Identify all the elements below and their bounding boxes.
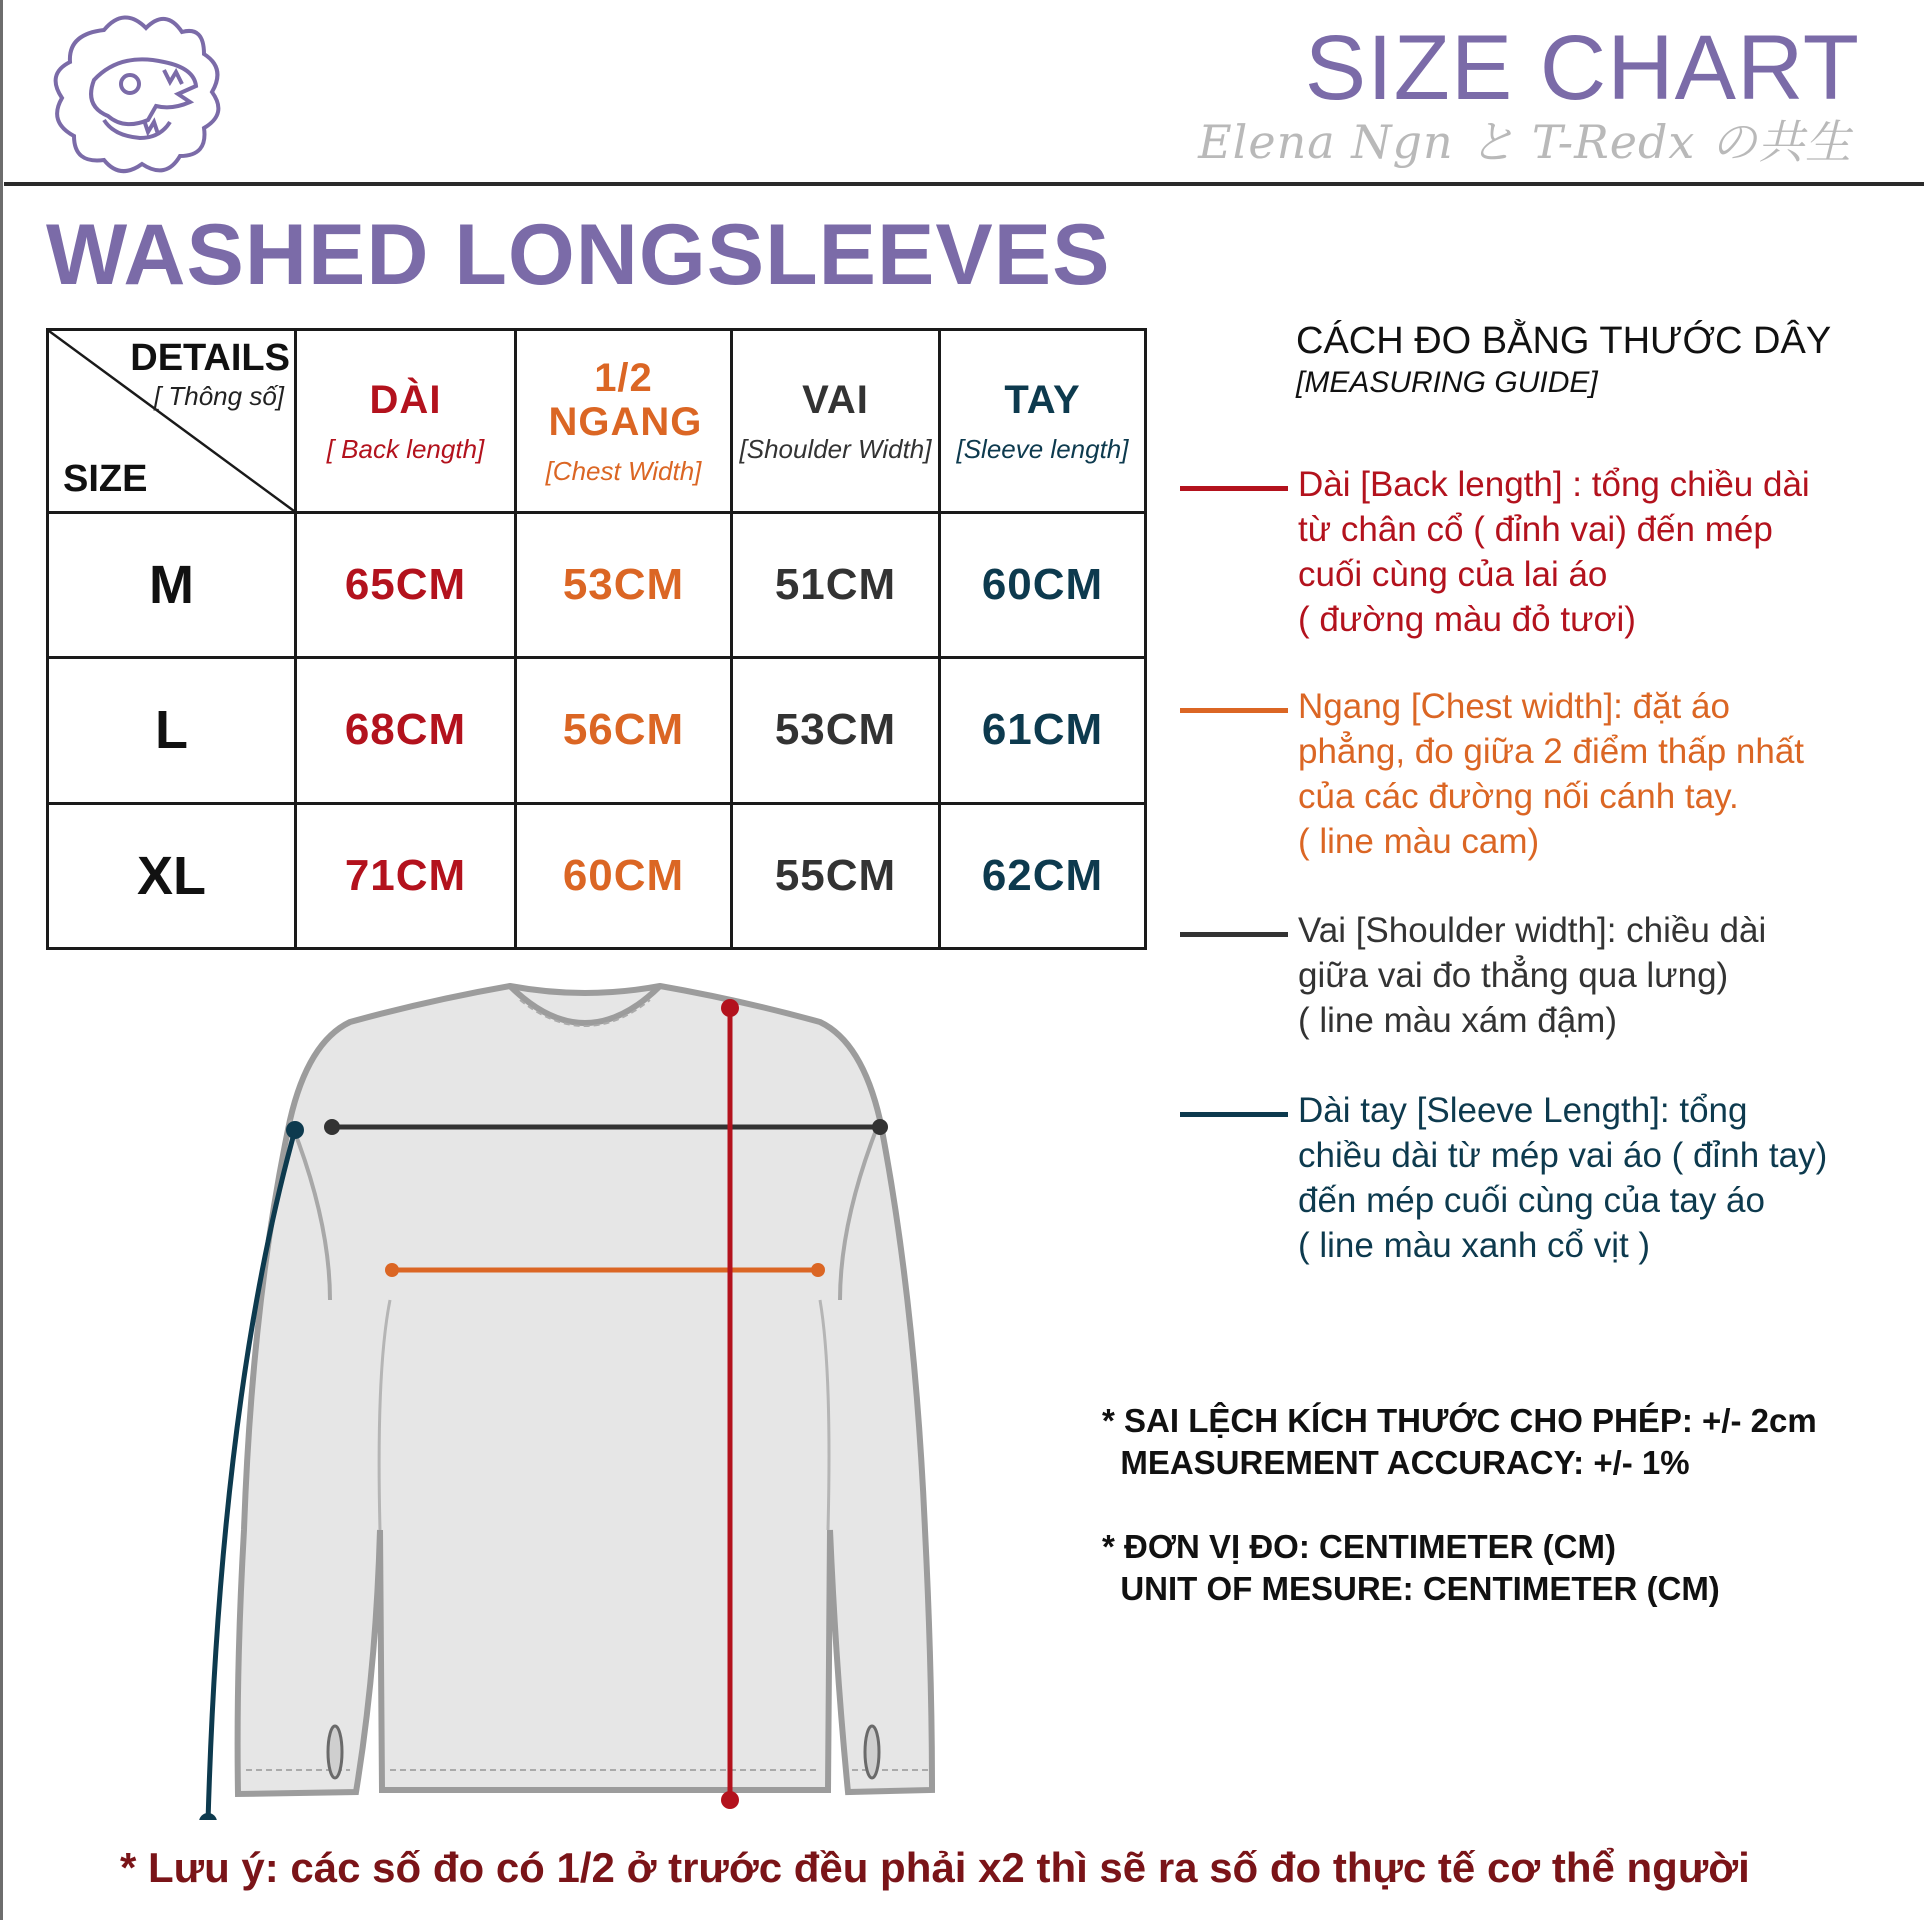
table-row	[48, 803, 1146, 948]
chest-width-value: 56CM	[516, 658, 732, 803]
sleeve-length-value: 61CM	[940, 658, 1146, 803]
guide-item-shoulder-width	[1180, 908, 1900, 1043]
measurement-notes	[1102, 1400, 1817, 1652]
shoulder-width-value: 51CM	[732, 513, 940, 658]
column-name: TAY	[1004, 377, 1081, 422]
shoulder-width-value: 55CM	[732, 803, 940, 948]
column-sub: [Chest Width]	[545, 455, 702, 486]
details-sub-label: [ Thông số]	[153, 381, 284, 411]
column-name: VAI	[802, 377, 869, 422]
column-sub: [Sleeve length]	[956, 433, 1129, 464]
column-name: DÀI	[369, 377, 442, 422]
back-length-value: 71CM	[296, 803, 516, 948]
orange-line-marker	[1180, 708, 1288, 713]
size-chart-title: SIZE CHART	[1304, 17, 1860, 119]
column-name: 1/2 NGANG	[548, 355, 703, 444]
size-label: SIZE	[63, 458, 148, 500]
red-line-marker	[1180, 486, 1288, 491]
gray-line-marker	[1180, 932, 1288, 937]
back-length-value: 68CM	[296, 658, 516, 803]
guide-subtitle: [MEASURING GUIDE]	[1296, 366, 1598, 399]
chest-width-value: 53CM	[516, 513, 732, 658]
shoulder-width-value: 53CM	[732, 658, 940, 803]
table-corner-cell	[48, 330, 296, 513]
back-length-value: 65CM	[296, 513, 516, 658]
size-cell: XL	[48, 803, 296, 948]
unit-note: * ĐƠN VỊ ĐO: CENTIMETER (CM) UNIT OF MESURE: CENTIMETER (CM)	[1102, 1528, 1720, 1607]
column-header-back-length	[296, 330, 516, 513]
header-divider	[4, 182, 1924, 186]
column-header-sleeve-length	[940, 330, 1146, 513]
teal-line-marker	[1180, 1112, 1288, 1117]
footer-note: * Lưu ý: các số đo có 1/2 ở trước đều phải x2 thì sẽ ra số đo thực tế cơ thể người	[120, 1844, 1750, 1891]
table-row	[48, 658, 1146, 803]
size-cell: L	[48, 658, 296, 803]
guide-item-chest-width	[1180, 684, 1900, 864]
product-title: WASHED LONGSLEEVES	[46, 207, 1111, 303]
size-table	[46, 328, 1144, 950]
guide-item-text: Dài [Back length] : tổng chiều dài từ chân cổ ( đỉnh vai) đến mép cuối cùng của lai áo ( đường màu đỏ tươi)	[1298, 465, 1810, 639]
page-border-left	[0, 0, 3, 1920]
chest-width-value: 60CM	[516, 803, 732, 948]
guide-item-text: Vai [Shoulder width]: chiều dài giữa vai đo thẳng qua lưng) ( line màu xám đậm)	[1298, 911, 1767, 1040]
column-sub: [ Back length]	[326, 433, 485, 464]
size-cell: M	[48, 513, 296, 658]
column-header-shoulder-width	[732, 330, 940, 513]
guide-item-text: Dài tay [Sleeve Length]: tổng chiều dài từ mép vai áo ( đỉnh tay) đến mép cuối cùng của tay áo ( line màu xanh cổ vịt )	[1298, 1091, 1828, 1265]
sleeve-length-value: 60CM	[940, 513, 1146, 658]
guide-item-sleeve-length	[1180, 1088, 1900, 1268]
guide-item-back-length	[1180, 462, 1900, 642]
brand-signature: Elena Ngn と T-Redx の共生	[1198, 115, 1852, 169]
guide-title: CÁCH ĐO BẰNG THƯỚC DÂY	[1296, 320, 1832, 362]
details-label: DETAILS	[130, 337, 290, 379]
longsleeve-tshirt-measurement-diagram-icon	[180, 970, 980, 1820]
flower-dinosaur-skull-logo-icon	[44, 10, 224, 178]
accuracy-note: * SAI LỆCH KÍCH THƯỚC CHO PHÉP: +/- 2cm MEASUREMENT ACCURACY: +/- 1%	[1102, 1402, 1817, 1481]
column-sub: [Shoulder Width]	[739, 433, 932, 464]
guide-item-text: Ngang [Chest width]: đặt áo phẳng, đo giữa 2 điểm thấp nhất của các đường nối cánh tay. ( line màu cam)	[1298, 687, 1805, 861]
table-row	[48, 513, 1146, 658]
column-header-chest-width	[516, 330, 732, 513]
sleeve-length-value: 62CM	[940, 803, 1146, 948]
